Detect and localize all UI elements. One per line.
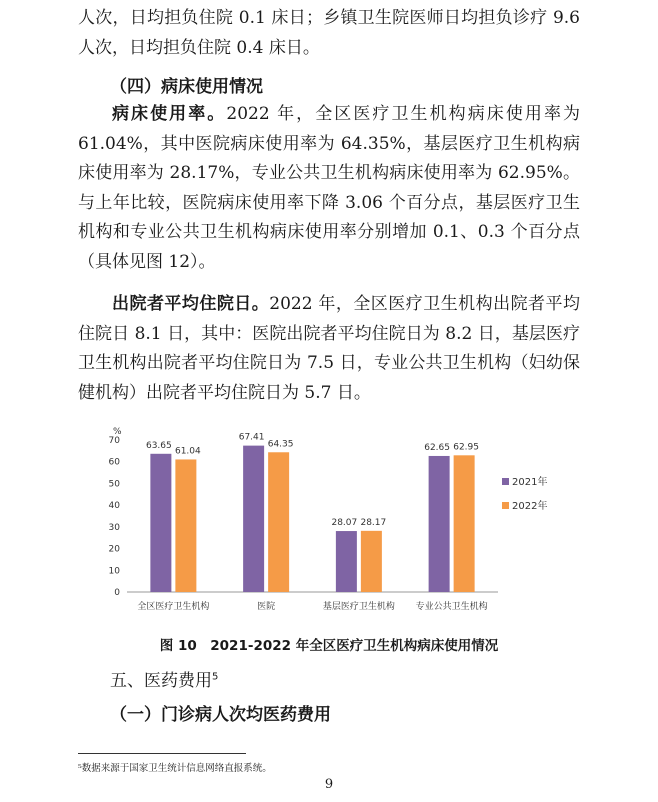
bar-value-label: 67.41 bbox=[238, 432, 265, 443]
y-tick-label: 10 bbox=[108, 566, 120, 577]
figure-caption: 图 10 2021-2022 年全区医疗卫生机构病床使用情况 bbox=[159, 638, 499, 654]
x-tick-label: 全区医疗卫生机构 bbox=[137, 602, 210, 612]
stay-paragraph bbox=[78, 290, 580, 408]
section-heading-bed-usage: （四）病床使用情况 bbox=[110, 77, 263, 97]
bar-value-label: 64.35 bbox=[267, 439, 294, 450]
legend-swatch bbox=[502, 502, 509, 509]
legend-label: 2022年 bbox=[512, 501, 548, 512]
y-tick-label: 0 bbox=[114, 588, 120, 598]
bar-value-label: 63.65 bbox=[145, 440, 172, 451]
x-tick-label: 医院 bbox=[257, 602, 276, 612]
bar-value-label: 28.07 bbox=[331, 518, 358, 529]
y-tick-label: 60 bbox=[108, 457, 120, 468]
footnote-marker: 5 bbox=[212, 671, 219, 683]
bar-0-1 bbox=[243, 446, 264, 592]
bar-0-2 bbox=[336, 531, 357, 592]
section5-title: 五、医药费用 bbox=[110, 671, 212, 691]
bar-0-3 bbox=[429, 456, 450, 592]
legend-swatch bbox=[502, 478, 509, 485]
bed-rate-paragraph bbox=[78, 100, 580, 277]
x-tick-label: 专业公共卫生机构 bbox=[415, 602, 488, 612]
bar-0-0 bbox=[150, 454, 171, 592]
footnote: ⁵数据来源于国家卫生统计信息网络直报系统。 bbox=[78, 763, 272, 774]
x-tick-label: 基层医疗卫生机构 bbox=[322, 602, 395, 612]
stay-text: 2022 年，全区医疗卫生机构出院者平均住院日 8.1 日，其中：医院出院者平均住院日为 8.2 日，基层医疗卫生机构出院者平均住院日为 7.5 日，专业公共卫生机构（妇幼保健机构）出院者平均住院日为 5.7 日。 bbox=[78, 294, 580, 403]
bar-1-2 bbox=[361, 531, 382, 592]
bar-1-0 bbox=[175, 459, 196, 592]
bar-value-label: 62.65 bbox=[424, 442, 451, 453]
top-paragraph: 人次，日均担负住院 0.1 床日；乡镇卫生院医师日均担负诊疗 9.6 人次，日均担负住院 0.4 床日。 bbox=[78, 8, 580, 58]
footnote-divider bbox=[78, 753, 246, 754]
page-number: 9 bbox=[324, 777, 334, 792]
y-tick-label: 30 bbox=[108, 522, 120, 533]
legend-label: 2021年 bbox=[512, 477, 548, 488]
bed-rate-lead: 病床使用率。 bbox=[112, 104, 227, 124]
y-axis-unit-label: % bbox=[113, 427, 122, 437]
bar-value-label: 28.17 bbox=[360, 517, 387, 528]
y-tick-label: 70 bbox=[108, 436, 120, 446]
y-tick-label: 40 bbox=[108, 501, 120, 512]
section-heading-medical-costs bbox=[110, 666, 218, 691]
bar-1-3 bbox=[454, 455, 475, 592]
section-heading-outpatient-costs: （一）门诊病人次均医药费用 bbox=[110, 705, 331, 725]
bar-1-1 bbox=[268, 452, 289, 592]
y-tick-label: 50 bbox=[108, 479, 120, 490]
bed-rate-text: 2022 年，全区医疗卫生机构病床使用率为 61.04%，其中医院病床使用率为 64.35%，基层医疗卫生机构病床使用率为 28.17%，专业公共卫生机构病床使用率为 62.95%。与上年比较，医院病床使用率下降 3.06 个百分点，基层医疗卫生机构和专业公共卫生机构病床使用率分别增加 0.1、0.3 个百分点（具体见图 12）。 bbox=[78, 104, 581, 272]
y-tick-label: 20 bbox=[108, 544, 120, 555]
bar-value-label: 61.04 bbox=[174, 446, 201, 457]
bed-usage-chart bbox=[0, 422, 658, 622]
stay-lead: 出院者平均住院日。 bbox=[112, 294, 270, 314]
bar-value-label: 62.95 bbox=[453, 442, 480, 453]
